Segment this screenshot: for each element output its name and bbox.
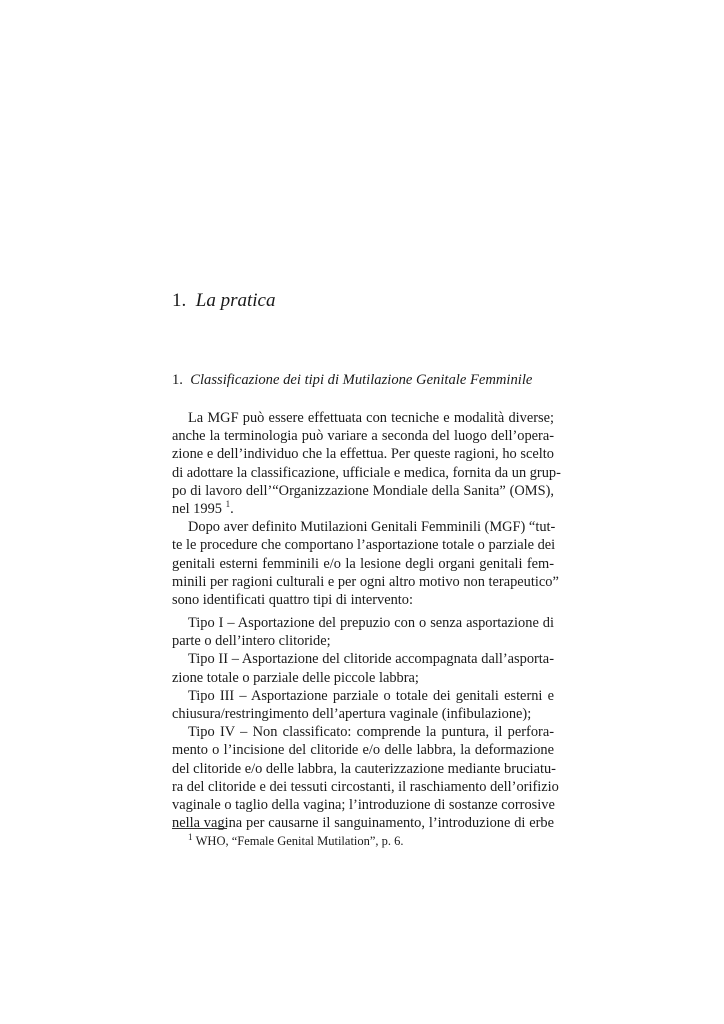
list-item-tipo-3 xyxy=(172,687,554,723)
footnote-text: WHO, “Female Genital Mutilation”, p. 6. xyxy=(195,834,404,848)
text-line: te le procedure che comportano l’asportazione totale o parziale dei xyxy=(172,537,556,554)
text-line: genitali esterni femminili e/o la lesione degli organi genitali fem- xyxy=(172,555,554,572)
text-line: Tipo IV – Non classificato: comprende la puntura, il perfora- xyxy=(188,724,554,741)
section-title xyxy=(172,372,532,389)
text-line: Dopo aver definito Mutilazioni Genitali Femminili (MGF) “tut- xyxy=(188,519,556,536)
section-title-text: Classificazione dei tipi di Mutilazione Genitale Femminile xyxy=(190,372,533,388)
body-text xyxy=(172,409,561,832)
text-line: minili per ragioni culturali e per ogni altro motivo non terapeutico” xyxy=(172,573,559,590)
list-item-tipo-1 xyxy=(172,614,554,650)
text-line: zione e dell’individuo che la effettua. Per queste ragioni, ho scelto xyxy=(172,446,554,463)
chapter-number: 1. xyxy=(172,290,187,311)
footnote-reference[interactable]: 1 xyxy=(225,499,231,510)
footnote-divider xyxy=(172,828,227,829)
text-line: nella vagina per causarne il sanguinamento, l’introduzione di erbe xyxy=(172,815,554,832)
text-line: chiusura/restringimento dell’apertura vaginale (infibulazione); xyxy=(172,706,532,722)
paragraph-1 xyxy=(172,409,561,518)
text-line: del clitoride e/o delle labbra, la cauterizzazione mediante bruciatu- xyxy=(172,760,556,777)
list-item-tipo-2 xyxy=(172,650,554,686)
text-line: po di lavoro dell’“Organizzazione Mondiale della Sanita” (OMS), xyxy=(172,482,554,499)
text-line: zione totale o parziale delle piccole labbra; xyxy=(172,669,419,686)
footnote-number: 1 xyxy=(188,831,193,842)
list-item-tipo-4 xyxy=(172,723,559,832)
text-line: mento o l’incisione del clitoride e/o delle labbra, la deformazione xyxy=(172,742,554,759)
chapter-title-text: La pratica xyxy=(195,290,276,311)
text-line: di adottare la classificazione, ufficiale e medica, fornita da un grup- xyxy=(172,464,561,481)
paragraph-2 xyxy=(172,518,559,609)
text-line: sono identificati quattro tipi di intervento: xyxy=(172,591,413,608)
chapter-title xyxy=(172,290,275,312)
text-line: vaginale o taglio della vagina; l’introduzione di sostanze corrosive xyxy=(172,796,555,813)
text-line: nel 1995 $^1$. xyxy=(172,499,234,517)
footnote xyxy=(188,831,404,849)
text-line-content: nel 1995 xyxy=(172,500,222,517)
text-line: ra del clitoride e dei tessuti circostanti, il raschiamento dell’orifizio xyxy=(172,778,559,795)
text-line: Tipo I – Asportazione del prepuzio con o senza asportazione di xyxy=(188,615,554,632)
section-number: 1. xyxy=(172,372,183,388)
text-line: La MGF può essere effettuata con tecniche e modalità diverse; xyxy=(188,410,554,426)
text-line: Tipo II – Asportazione del clitoride accompagnata dall’asporta- xyxy=(188,651,554,668)
text-line: parte o dell’intero clitoride; xyxy=(172,633,331,650)
text-line: Tipo III – Asportazione parziale o totale dei genitali esterni e xyxy=(188,687,554,704)
text-line: anche la terminologia può variare a seconda del luogo dell’opera- xyxy=(172,428,554,445)
